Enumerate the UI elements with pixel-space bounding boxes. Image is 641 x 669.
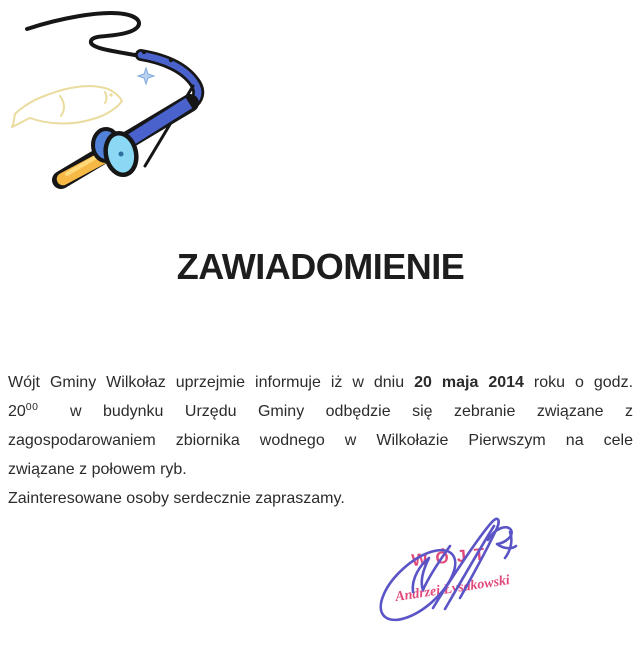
closing-sentence: Zainteresowane osoby serdecznie zapraszamy. — [8, 490, 345, 507]
stamp-role-text: WÓJT — [410, 543, 494, 570]
body-line-2 — [8, 397, 633, 426]
body-line-3: zagospodarowaniem zbiornika wodnego w Wilkołazie Pierwszym na cele — [8, 432, 633, 449]
sparkle-icon — [138, 68, 154, 84]
stamp-name-text: Andrzej Łysakowski — [394, 573, 511, 605]
fish-outline-icon — [12, 86, 122, 127]
hour-superscript: 00 — [25, 400, 39, 413]
body-line-4: związane z połowem ryb. — [8, 461, 187, 478]
rod-guide-icon — [169, 58, 173, 62]
fishing-rod-clipart — [5, 8, 225, 208]
fishing-line-squiggle — [27, 13, 141, 56]
rod-guide-icon — [142, 50, 146, 54]
announcement-body — [8, 368, 633, 484]
hour-value: 20 — [8, 403, 26, 420]
page-title: ZAWIADOMIENIE — [176, 246, 465, 287]
body-line-1 — [8, 368, 633, 397]
bold-date: 20 maja 2014 — [414, 374, 524, 391]
reel-center-dot — [119, 152, 124, 157]
body-text-segment: roku o godz. — [523, 374, 634, 391]
body-text-segment: w budynku Urzędu Gminy odbędzie się zebranie związane z — [48, 403, 633, 420]
tab-gap — [38, 415, 48, 416]
signature-and-stamp — [372, 508, 528, 630]
body-text-segment: Wójt Gminy Wilkołaz uprzejmie informuje iż w dniu — [8, 374, 415, 391]
